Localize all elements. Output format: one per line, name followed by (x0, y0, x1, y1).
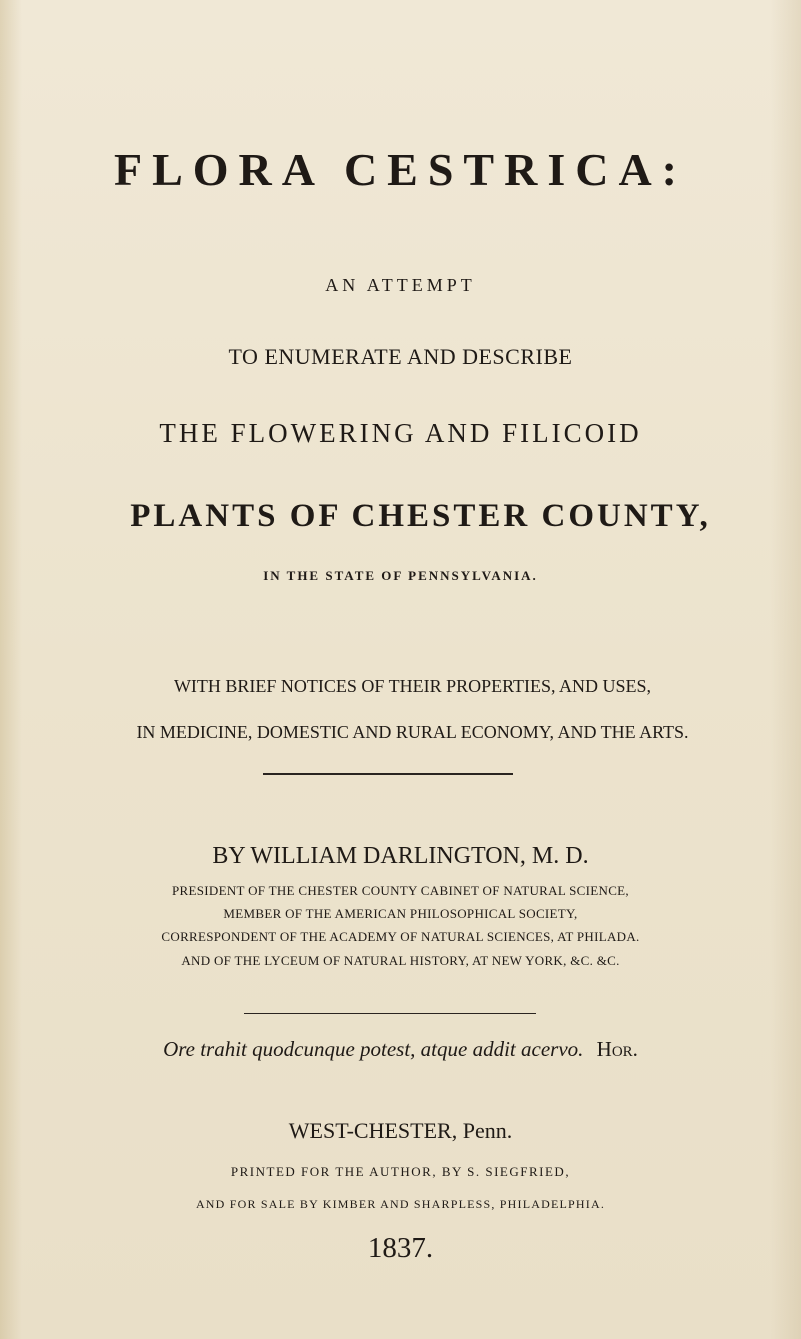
epigraph-source: Hor. (596, 1037, 638, 1061)
credential-line-4: AND OF THE LYCEUM OF NATURAL HISTORY, AT NEW YORK, &C. &C. (181, 953, 620, 968)
author-line: BY WILLIAM DARLINGTON, M. D. (212, 843, 589, 869)
notices-line-1: WITH BRIEF NOTICES OF THEIR PROPERTIES, AND USES, (173, 676, 652, 696)
epigraph-text: Ore trahit quodcunque potest, atque addit acervo. (163, 1037, 584, 1061)
divider-rule-2 (244, 1013, 536, 1014)
subtitle-attempt: AN ATTEMPT (325, 275, 476, 295)
notices-line-2: IN MEDICINE, DOMESTIC AND RURAL ECONOMY, AND THE ARTS. (136, 722, 689, 742)
divider-rule-1 (263, 773, 513, 775)
seller-line: AND FOR SALE BY KIMBER AND SHARPLESS, PHILADELPHIA. (195, 1197, 606, 1211)
credential-line-2: MEMBER OF THE AMERICAN PHILOSOPHICAL SOCIETY, (223, 906, 578, 921)
printer-line: PRINTED FOR THE AUTHOR, BY S. SIEGFRIED, (230, 1164, 571, 1179)
subtitle-plants: PLANTS OF CHESTER COUNTY, (130, 498, 711, 534)
subtitle-flowering: THE FLOWERING AND FILICOID (159, 418, 642, 448)
credential-line-3: CORRESPONDENT OF THE ACADEMY OF NATURAL SCIENCES, AT PHILADA. (161, 929, 640, 944)
subtitle-enumerate: TO ENUMERATE AND DESCRIBE (228, 344, 573, 369)
year-line: 1837. (367, 1232, 434, 1264)
credential-line-1: PRESIDENT OF THE CHESTER COUNTY CABINET OF NATURAL SCIENCE, (172, 883, 629, 898)
epigraph (0, 1037, 801, 1062)
place-line: WEST-CHESTER, Penn. (288, 1118, 513, 1143)
main-title: FLORA CESTRICA: (113, 144, 687, 195)
subtitle-state: IN THE STATE OF PENNSYLVANIA. (263, 568, 538, 583)
